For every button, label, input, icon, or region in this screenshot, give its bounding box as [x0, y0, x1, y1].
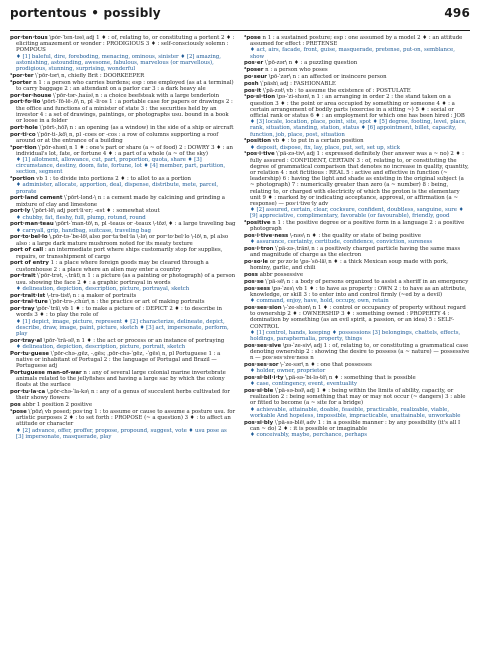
entry-definition: n 1 : a sustained posture; esp : one assumed by a model 2 ♦ : an attitude assumed for effect : PRETENSE	[250, 35, 463, 48]
entry-headword: ¹por·ter	[10, 72, 34, 79]
dictionary-entry	[244, 94, 470, 137]
entry-definition: \ˈpōr-chə-ˌgēz, -ˌgēs; ˌpōr-chə-ˈgēz, -ˈgēs\ n, pl Portuguese 1 : a native or inhabitant of Portugal 2 : the language of Portugal and Brazil — Portuguese adj	[16, 350, 221, 370]
dictionary-entry	[10, 73, 236, 79]
entry-definition: : an intermediate port where ships customarily stop for supplies, repairs, or transshipment of cargo	[16, 247, 223, 260]
entry-synonyms: ♦ case, contingency, event, eventuality	[250, 381, 358, 388]
entry-definition: vb ♦ : to put in a certain position	[272, 138, 364, 145]
entry-definition: \ˈpōr-trət, -ˌtrāt\ n 1 : a picture (as a painting or photograph) of a person usu. showing the face 2 ♦ : a graphic portrayal in words	[16, 273, 236, 286]
entry-synonyms: ♦ chubby, fat, fleshy, full, plump, rotund, round	[16, 214, 146, 221]
dictionary-entry	[10, 299, 236, 305]
entry-synonyms: ♦ deposit, dispose, fix, lay, place, put, set, set up, stick	[250, 144, 400, 151]
entry-definition: or po·zo·le \pə-ˈsō-lā\ n ♦ : a thick Mexican soup made with pork, hominy, garlic, and chili	[250, 259, 448, 272]
entry-headword: ²position	[244, 138, 271, 145]
entry-headword: Portuguese man-of-war	[10, 370, 82, 377]
entry-headword: por·trait	[10, 273, 36, 280]
entry-headword: por·trait·ist	[10, 292, 46, 299]
entry-headword: port·ly	[10, 208, 31, 215]
entry-definition: \pə-ˈzes\ vb 1 ♦ : to have as property : OWN 2 : to have as an attribute, knowledge, or skill 3 : to enter into and control firmly (~ed by a devil)	[250, 285, 467, 299]
entry-headword: posh	[244, 80, 259, 87]
entry-synonyms: ♦ [2] advance, offer, proffer, propose, propound, suggest, vote ♦ usu pose as [3] impersonate, masquerade, play	[16, 427, 227, 440]
entry-definition: \ˈpä-zət\ vb : to assume the existence of : POSTULATE	[262, 87, 411, 94]
dictionary-entry	[10, 260, 236, 272]
entry-headword: po·seur	[244, 74, 267, 80]
entry-synonyms: ♦ conceivably, maybe, perchance, perhaps	[250, 432, 367, 439]
entry-definition: abbr possessive	[259, 272, 304, 279]
entry-definition: \pə-ˈzi-shən\ n 1 : an arranging in order 2 : the stand taken on a question 3 ♦ : the point or area occupied by something or someone 4 ♦ : a certain arrangement of bodily parts (exercise in a sitting ~) 5 ♦ : social or official rank or status 6 ♦ : an employment for which one has been hired : JOB	[250, 94, 465, 119]
entry-definition: \pȯr-ˈten-təs\ adj 1 ♦ : of, relating to, or constituting a portent 2 ♦ : eliciting amazement or wonder : PRODIGIOUS 3 ♦ : self-consciously solemn : POMPOUS	[16, 35, 235, 54]
entry-definition: \ˌpōr-chə-ˈla-kə\ n : any of a genus of succulent herbs cultivated for their showy flowers	[16, 389, 230, 402]
entry-definition: \ˈpōr-ti-ˌkō\ n, pl -coes or -cos : a row of columns supporting a roof around or at the entrance of a building	[16, 131, 219, 144]
entry-synonyms: ♦ delineation, depiction, description, picture, portrayal, sketch	[16, 285, 190, 292]
entry-definition: \-ˈze-shən\ n 1 ♦ : control or occupancy of property without regard to ownership 2 ♦ : OWNERSHIP 3 ♦ : something owned : PROPERTY 4 : domination by something (as an evil spirit, a passion, or an idea) 5 : SELF-CONTROL	[250, 305, 466, 330]
entry-headword: po·so·le	[244, 259, 269, 266]
entry-definition: \ˌpōr-tə-ˈbe-lō\ also por·ta·bel·la \-lə\ or por·to·bel·lo \-lō\ n, pl also also : a large dark mature mushroom noted for its meaty texture	[16, 234, 229, 247]
left-column	[10, 35, 236, 645]
dictionary-entry	[244, 138, 470, 150]
entry-synonyms: ♦ [1] depict, image, picture, represent ♦ [2] characterize, delineate, depict, describe, draw, image, paint, picture, sketch ♦ [3] act, impersonate, perform, play	[16, 318, 229, 338]
entry-headword: ²portion	[10, 176, 35, 183]
entry-headword: pos·se	[244, 279, 264, 286]
entry-headword: port of call	[10, 247, 44, 254]
entry-headword: port·fo·lio	[10, 99, 41, 106]
entry-headword: pos·i·tron	[244, 246, 274, 253]
entry-headword: ²positive	[244, 220, 271, 227]
dictionary-entry	[244, 375, 470, 387]
dictionary-entry	[10, 234, 236, 246]
entry-headword: por·to·bel·lo	[10, 234, 48, 241]
dictionary-entry	[244, 420, 470, 439]
entry-synonyms: ♦ assurance, certainty, certitude, confidence, conviction, sureness	[250, 239, 433, 246]
dictionary-entry	[244, 286, 470, 305]
entry-definition: \pōr-ˈtrā\ vb 1 ♦ : to make a picture of : DEPICT 2 ♦ : to describe in words 3 ♦ : to play the role of	[16, 306, 222, 319]
entry-headword: ¹pose	[10, 409, 27, 416]
dictionary-entry	[244, 305, 470, 342]
entry-definition: \ˈpōrt-ˌhōl\ n : an opening (as a window) in the side of a ship or aircraft	[39, 124, 234, 131]
dictionary-entry	[10, 389, 236, 401]
entry-headword: ¹por·tion	[10, 144, 37, 151]
entry-definition: \-trə-tist\ n : a maker of portraits	[46, 292, 137, 299]
dictionary-entry	[10, 176, 236, 195]
dictionary-entry	[244, 81, 470, 87]
entry-definition: \pə-ˈze-siv\ adj 1 : of, relating to, or constituting a grammatical case denoting ownership 2 : showing the desire to possess (a ~ nature) — possessive n — pos·ses·sive·ness n	[250, 342, 470, 362]
page-number: 496	[444, 6, 470, 20]
entry-definition: n : a person who poses	[265, 67, 328, 74]
dictionary-entry	[244, 246, 470, 258]
dictionary-entry	[10, 402, 236, 408]
entry-definition: vb 1 : to divide into portions 2 ♦ : to allot to as a portion	[36, 176, 192, 183]
entry-definition: \ˈpōr-tər\ n, chiefly Brit : DOORKEEPER	[35, 72, 145, 79]
entry-headword: pos·sess	[244, 285, 271, 292]
entry-definition: \ˈpä-sē\ n : a body of persons organized to assist a sheriff in an emergency	[265, 279, 469, 286]
dictionary-entry	[244, 35, 470, 60]
dictionary-entry	[10, 338, 236, 350]
dictionary-entry	[244, 259, 470, 271]
entry-synonyms: ♦ carryall, grip, handbag, suitcase, traveling bag	[16, 227, 151, 234]
dictionary-entry	[10, 132, 236, 144]
entry-definition: \ˈpäsh\ adj : FASHIONABLE	[260, 80, 336, 87]
dictionary-entry	[244, 220, 470, 232]
entry-definition: \pō-ˈzər\ n : an affected or insincere person	[268, 74, 387, 80]
entry-definition: \ˈpōrt-lē\ adj port·li·er; -est ♦ : somewhat stout	[31, 208, 160, 215]
dictionary-entry	[244, 74, 470, 80]
entry-headword: pos·i·tive·ness	[244, 233, 289, 240]
dictionary-entry	[244, 60, 470, 66]
dictionary-entry	[244, 88, 470, 94]
entry-definition: \ˈpä-sə-blē\ adv 1 : in a possible manner : by any possibility (it's all I can ~ do) 2 ♦ : it is possible or imaginable	[250, 419, 461, 432]
entry-definition: n : any of several large colonial marine invertebrate animals related to the jellyfishes and having a large sac by which the colony floats at the surface	[16, 370, 226, 389]
dictionary-entry	[244, 67, 470, 73]
entry-definition: \ˈpōrt-lənd-\ n : a cement made by calcining and grinding a mixture of clay and limestone	[16, 195, 225, 208]
dictionary-entry	[10, 145, 236, 176]
dictionary-entry	[244, 272, 470, 278]
entry-definition: \ˌpä-sə-ˈbi-lə-tē\ n ♦ : something that is possible	[285, 375, 416, 382]
dictionary-entry	[10, 221, 236, 233]
entry-definition: abbr 1 position 2 positive	[22, 402, 93, 409]
entry-headword: ¹pos·i·tive	[244, 151, 275, 158]
entry-synonyms: ♦ achievable, attainable, doable, feasible, practicable, realizable, viable, workable And hopeless, impossible, impracticable, unattainable, unworkable	[250, 406, 461, 419]
dictionary-entry	[10, 351, 236, 370]
dictionary-entry	[10, 99, 236, 124]
entry-headword: por·ten·tous	[10, 35, 48, 41]
entry-headword: ²porter	[10, 79, 32, 86]
entry-headword: Por·tu·guese	[10, 350, 50, 357]
entry-definition: \-nəs\ n ♦ : the quality or state of being positive	[290, 233, 421, 240]
dictionary-entry	[10, 306, 236, 337]
entry-headword: pos·si·ble	[244, 388, 274, 395]
entry-synonyms: ♦ [2] assured, certain, clear, cocksure, confident, doubtless, sanguine, sure ♦ [9] appreciative, complimentary, favorable (or favourable), friendly, good	[250, 207, 464, 220]
page-header	[10, 6, 470, 31]
entry-synonyms: ♦ [1] control, hands, keeping ♦ possessions [3] belongings, chattels, effects, holdings, paraphernalia, property, things	[250, 329, 461, 343]
entry-headword: port·hole	[10, 124, 38, 131]
entry-headword: pos·ses·sive	[244, 342, 282, 349]
entry-definition: \pōrt-ˈman-tō\ n, pl -teaus or -teaux \-tōz\ ♦ : a large traveling bag	[55, 221, 236, 228]
entry-headword: pos·si·bil·i·ty	[244, 375, 284, 382]
entry-definition: \ˈpōz\ vb posed; pos·ing 1 : to assume or cause to assume a posture usu. for artistic purposes 2 ♦ : to set forth : PROPOSE (~ a question) 3 ♦ : to affect an attitude or character	[16, 409, 236, 428]
entry-definition: \ˈpä-zə-ˌträn\ n : a positively charged particle having the same mass and magnitude of charge as the electron	[250, 246, 461, 259]
entry-definition: n 1 : the positive degree or a positive form in a language 2 : a positive photograph	[250, 220, 465, 233]
dictionary-entry	[244, 151, 470, 219]
entry-synonyms: ♦ [1] baleful, dire, foreboding, menacing, ominous, sinister ♦ [2] amazing, astonishing, astounding, awesome, fabulous, marvelous (or marvellous), prodigious, stunning, surprising, wonderful	[16, 53, 221, 73]
dictionary-entry	[10, 370, 236, 389]
dictionary-entry	[10, 247, 236, 259]
entry-synonyms: ♦ holder, owner, proprietor	[250, 368, 326, 375]
entry-headword: por·tu·la·ca	[10, 389, 46, 396]
entry-definition: 1 : a place where foreign goods may be cleared through a customhouse 2 : a place where an alien may enter a country	[16, 260, 209, 273]
guide-words: portentous • possibly	[10, 6, 161, 20]
dictionary-entry	[244, 279, 470, 285]
entry-headword: pos	[10, 402, 21, 409]
dictionary-entry	[10, 208, 236, 220]
entry-synonyms: ♦ command, enjoy, have, hold, occupy, own, retain	[250, 298, 389, 305]
entry-definition: \ˈpōr-tər-ˌhau̇s\ n : a choice beefsteak with a large tenderloin	[53, 92, 220, 99]
entry-headword: pos·si·bly	[244, 419, 274, 426]
entry-headword: pos·er	[244, 60, 264, 67]
entry-synonyms: ♦ [3] locale, location, place, point, site, spot ♦ [5] degree, footing, level, place, rank, situation, standing, station, status ♦ [6] appointment, billet, capacity, function, job, place, post, situation	[250, 119, 467, 138]
entry-headword: por·tray	[10, 306, 35, 313]
entry-headword: por·tray·al	[10, 337, 43, 344]
entry-headword: ¹po·si·tion	[244, 94, 276, 101]
dictionary-entry	[10, 273, 236, 292]
entry-definition: \ˈpō-zər\ n ♦ : a puzzling question	[264, 60, 358, 67]
dictionary-entry	[10, 35, 236, 72]
entry-synonyms: ♦ administer, allocate, apportion, deal, dispense, distribute, mete, parcel, prorate	[16, 182, 219, 195]
dictionary-entry	[244, 233, 470, 245]
entry-headword: pos·ses·sion	[244, 305, 282, 312]
dictionary-entry	[244, 362, 470, 374]
entry-definition: \pōrt-ˈfō-lē-ˌō\ n, pl -li·os 1 : a portable case for papers or drawings 2 : the office and functions of a minister of state 3 : the securities held by an investor 4 : a set of drawings, paintings, or photographs usu. bound in a book or loose in a folder	[16, 99, 233, 125]
entry-headword: por·ti·co	[10, 131, 36, 138]
entry-definition: \ˈpōr-shən\ n 1 ♦ : one's part or share (a ~ of food) 2 : DOWRY 3 ♦ : an individual's lot, fate, or fortune 4 ♦ : a part of a whole (a ~ of the sky)	[16, 144, 234, 157]
entry-headword: por·trai·ture	[10, 299, 48, 306]
right-column	[244, 35, 470, 645]
dictionary-entry	[10, 125, 236, 131]
dictionary-entry	[244, 388, 470, 419]
entry-definition: \ˈpōr-trə-ˌchu̇r\ n : the practice or art of making portraits	[49, 299, 205, 306]
entry-headword: port·man·teau	[10, 221, 54, 228]
entry-headword: ²poser	[244, 67, 264, 74]
entry-headword: pos·ses·sor	[244, 362, 279, 369]
entry-synonyms: ♦ [1] allotment, allowance, cut, part, proportion, quota, share ♦ [3] circumstance, destiny, doom, fate, fortune, lot ♦ [4] member, part, partition, section, segment	[16, 157, 226, 176]
dictionary-entry	[10, 80, 236, 92]
dictionary-entry	[10, 293, 236, 299]
entry-synonyms: ♦ delineation, depiction, description, picture, portrait, sketch	[16, 344, 186, 351]
entry-definition: n 1 : a person who carries burdens; esp : one employed (as at a terminal) to carry baggage 2 : an attendant on a parlor car 3 : a dark heavy ale	[16, 79, 234, 92]
dictionary-entry	[10, 93, 236, 99]
dictionary-entry	[10, 195, 236, 207]
entry-headword: poss	[244, 272, 258, 279]
entry-definition: \ˈpä-zə-tiv\ adj 1 : expressed definitely (her answer was a ~ no) 2 ♦ : fully assured : CONFIDENT, CERTAIN 3 : of, relating to, or constituting the degree of grammatical comparison that denotes no increase in quality, quantity, or relation 4 : not fictitious : REAL 5 : active and effective in function (~ leadership) 6 : having the light and shade as existing in the original subject (a ~ photograph) 7 : numerically greater than zero (a ~ number) 8 : being, relating to, or charged with electricity of which the proton is the elementary unit 9 ♦ : marked by or indicating acceptance, approval, or affirmation (a ~ response) — pos·i·tive·ly adv	[250, 151, 469, 208]
entry-headword: port of entry	[10, 260, 49, 267]
entry-headword: port·land cement	[10, 195, 63, 202]
entry-headword: pos·it	[244, 87, 262, 94]
entry-definition: \pōr-ˈtrā-əl\ n 1 ♦ : the act or process or an instance of portraying	[43, 337, 225, 344]
columns	[10, 35, 470, 645]
dictionary-entry	[244, 343, 470, 362]
entry-definition: \-ˈze-sər\ n ♦ : one that possesses	[280, 362, 372, 369]
entry-headword: ²pose	[244, 35, 261, 41]
entry-headword: por·ter·house	[10, 92, 52, 99]
entry-definition: \ˈpä-sə-bəl\ adj 1 ♦ : being within the limits of ability, capacity, or realization 2 : being something that may or may not occur (~ dangers) 3 : able or fitted to become (a ~ site for a bridge)	[250, 388, 466, 407]
entry-synonyms: ♦ act, airs, facade, front, guise, masquerade, pretense, put-on, semblance, show	[250, 47, 455, 60]
dictionary-entry	[10, 409, 236, 440]
